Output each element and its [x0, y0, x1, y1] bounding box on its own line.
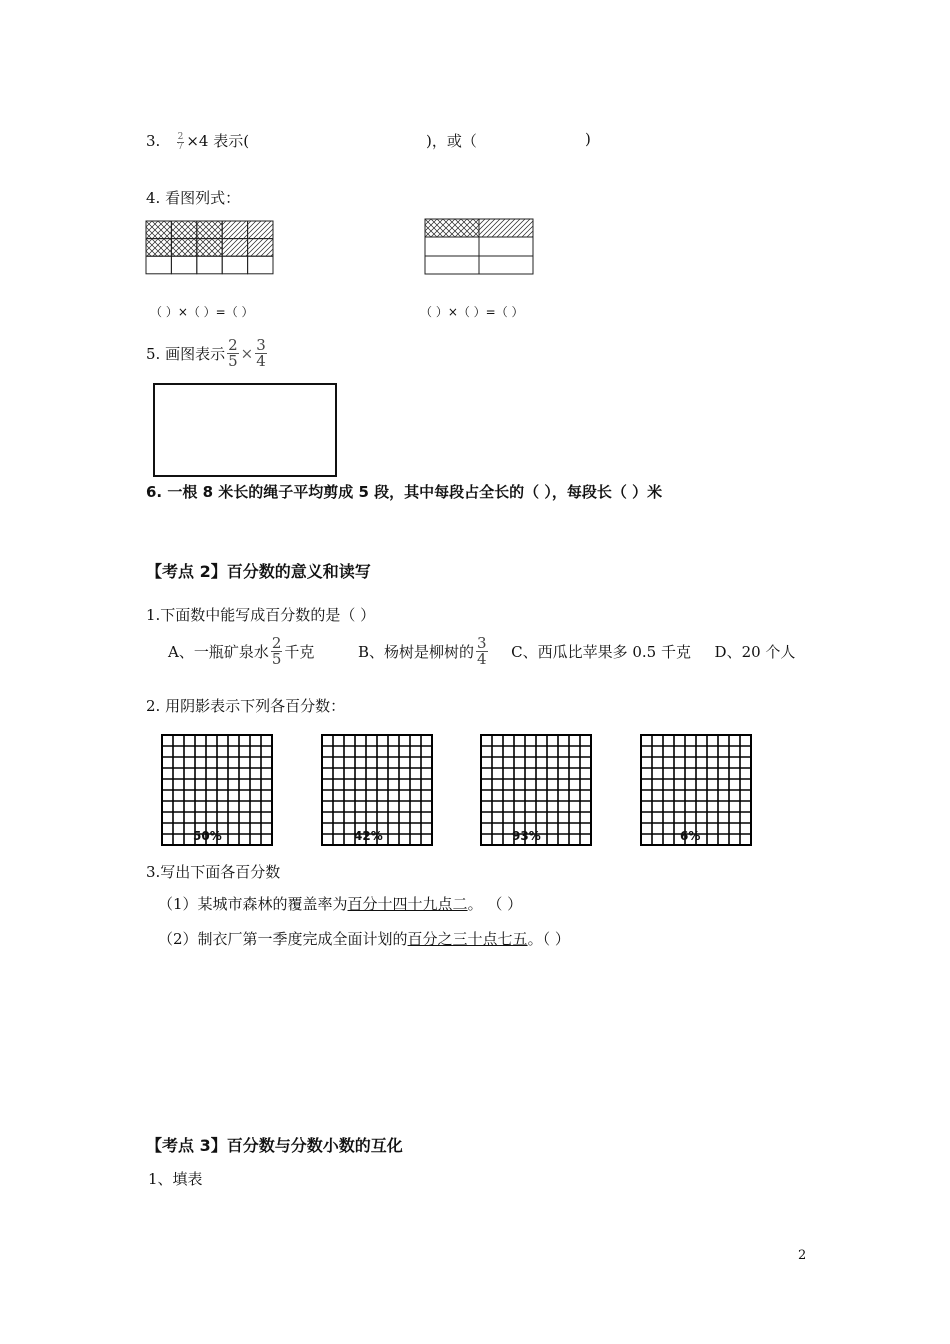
- s3-q1: 1、填表: [148, 1170, 203, 1188]
- q5-line: [146, 338, 269, 369]
- q3-line: [146, 130, 249, 152]
- s2-q3-1-underlined: 百分十四十九点二: [347, 895, 468, 913]
- q5-fraction-1: $\frac{2}{5}$: [228, 336, 238, 370]
- q5-fraction-2: $\frac{3}{4}$: [256, 336, 266, 370]
- section3-heading: 【考点 3】百分数与分数小数的互化: [146, 1136, 403, 1155]
- grid-label-6: 6%: [680, 829, 701, 843]
- option-d[interactable]: D、20 个人: [714, 643, 796, 661]
- q3-text: ×4 表示(: [186, 132, 250, 150]
- option-b[interactable]: B、杨树是柳树的 $\frac{3}{4}$: [357, 634, 487, 668]
- option-a[interactable]: A、一瓶矿泉水 $\frac{2}{5}$ 千克: [168, 634, 315, 668]
- section2-heading: 【考点 2】百分数的意义和读写: [146, 562, 371, 581]
- grid-label-93: 93%: [512, 829, 541, 843]
- q5-title: 5. 画图表示: [146, 345, 226, 363]
- q4-right-figure: [425, 219, 534, 275]
- s2-q3-2-underlined: 百分之三十点七五: [407, 930, 528, 948]
- q5-drawing-box[interactable]: [153, 383, 337, 477]
- q5-times: ×: [240, 344, 254, 363]
- s2-q3-title: 3.写出下面各百分数: [146, 863, 281, 881]
- q3-or: )，或（: [426, 132, 477, 150]
- grid-label-42: 42%: [354, 829, 383, 843]
- s2-q2: 2. 用阴影表示下列各百分数：: [146, 697, 346, 715]
- s2-q1-options: [168, 636, 795, 667]
- grid-label-50: 50%: [193, 829, 222, 843]
- q4-left-figure: [146, 221, 274, 275]
- q3-number: 3.: [146, 132, 161, 150]
- option-c[interactable]: C、西瓜比苹果多 0.5 千克: [511, 643, 691, 661]
- q4-left-equation: （ ）×（ ）=（ ）: [150, 305, 254, 319]
- s2-q3-1: （1）某城市森林的覆盖率为百分十四十九点二。 （ ）: [158, 895, 523, 913]
- q4-right-equation: （ ）×（ ）=（ ）: [420, 305, 524, 319]
- q4-title: 4. 看图列式：: [146, 189, 241, 207]
- q3-end: ): [585, 130, 591, 148]
- s2-q3-2: （2）制衣厂第一季度完成全面计划的百分之三十点七五。（ ）: [158, 930, 570, 948]
- q3-fraction: $\frac{2}{7}$: [177, 131, 184, 152]
- page-number: 2: [798, 1248, 807, 1263]
- q6-text: 6. 一根 8 米长的绳子平均剪成 5 段，其中每段占全长的（ ），每段长（ ）米: [146, 483, 663, 501]
- s2-q1: 1.下面数中能写成百分数的是（ ）: [146, 606, 376, 624]
